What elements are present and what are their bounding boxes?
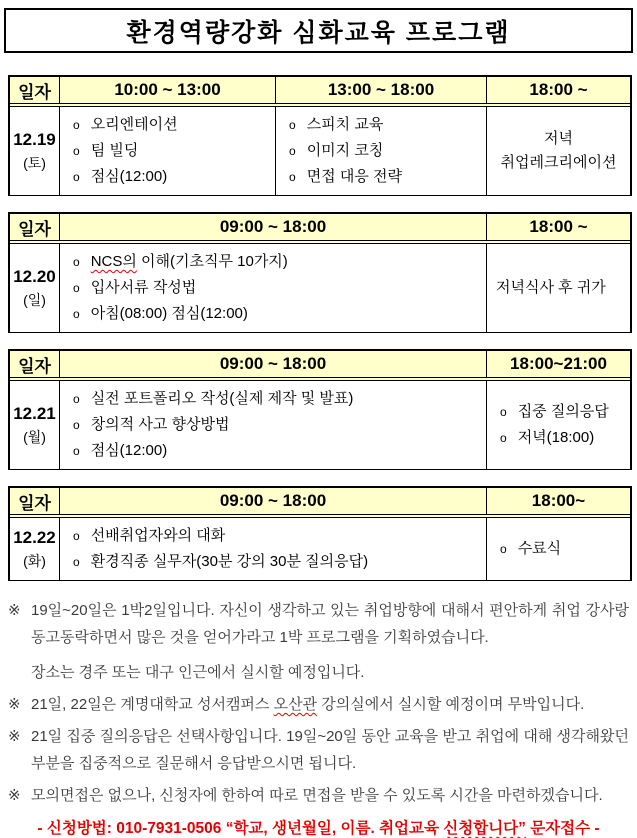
agenda-item — [73, 523, 482, 549]
info-cell — [487, 107, 630, 195]
date-label: 12.19 — [13, 129, 56, 149]
date-label: 12.22 — [13, 527, 56, 547]
note — [8, 782, 629, 809]
time-slot-header: 09:00 ~ 18:00 — [60, 488, 487, 514]
spellcheck-wavy-text: 오산관 — [273, 696, 318, 713]
agenda-item-text: 아침(08:00) 점심(12:00) — [90, 305, 248, 322]
agenda-item-text: 수료식 — [517, 540, 562, 557]
circle-bullet-icon: o — [73, 555, 80, 569]
agenda-cell — [60, 381, 487, 469]
agenda-item-text: 창의적 사고 향상방법 — [90, 416, 230, 433]
agenda-item — [73, 438, 482, 464]
agenda-item — [73, 301, 482, 327]
agenda-item-text: 실전 포트폴리오 작성(실제 제작 및 발표) — [90, 390, 354, 407]
table-body-row — [10, 381, 630, 469]
time-slot-header: 18:00~21:00 — [510, 354, 607, 373]
table-body-row — [10, 244, 630, 332]
agenda-item-text: 점심(12:00) — [90, 442, 168, 459]
time-slot-header: 13:00 ~ 18:00 — [276, 77, 487, 103]
agenda-item — [73, 138, 271, 164]
time-slot-header: 10:00 ~ 13:00 — [60, 77, 276, 103]
agenda-item-text: 입사서류 작성법 — [90, 279, 197, 296]
table-header-row — [10, 214, 630, 244]
agenda-item — [73, 412, 482, 438]
reference-mark-icon: ※ — [8, 602, 21, 619]
circle-bullet-icon: o — [73, 255, 80, 269]
circle-bullet-icon: o — [289, 144, 296, 158]
note — [8, 597, 629, 686]
agenda-item — [73, 275, 482, 301]
agenda-item-text: 선배취업자와의 대화 — [90, 527, 226, 544]
date-column-header: 일자 — [10, 351, 60, 377]
agenda-item-text: 환경직종 실무자(30분 강의 30분 질의응답) — [90, 553, 369, 570]
note — [8, 691, 629, 718]
note-paragraph — [8, 782, 629, 809]
circle-bullet-icon: o — [289, 170, 296, 184]
text-segment: 21일 집중 질의응답은 선택사항입니다. 19일~20일 동안 교육을 받고 취업에 대해 생각해왔던 부분을 집중적으로 질문해서 응답받으시면 됩니다. — [31, 728, 629, 772]
agenda-item — [500, 536, 626, 562]
info-line: 취업레크리에이션 — [500, 154, 617, 171]
circle-bullet-icon: o — [73, 529, 80, 543]
spellcheck-wavy-text: 신청합니다” — [443, 820, 526, 837]
info-line: 저녁 — [544, 130, 573, 147]
circle-bullet-icon: o — [73, 170, 80, 184]
agenda-item-text — [91, 253, 288, 270]
spellcheck-wavy-text: NCS의 — [90, 253, 137, 270]
agenda-item-text: 스피치 교육 — [306, 116, 384, 133]
table-body-row — [10, 518, 630, 580]
text-segment: - 신청방법: 010-7931-0506 “학교, 생년월일, 이름. 취업교육 — [37, 820, 444, 837]
text-segment: 강의실에서 실시할 예정이며 무박입니다. — [317, 696, 585, 713]
text-segment: 21일, 22일은 계명대학교 성서캠퍼스 — [31, 696, 274, 713]
agenda-cell — [487, 518, 630, 580]
agenda-item — [73, 386, 482, 412]
note-paragraph — [8, 691, 629, 718]
agenda-item — [500, 399, 626, 425]
schedule-table — [8, 349, 632, 470]
reference-mark-icon: ※ — [8, 696, 21, 713]
note-paragraph — [8, 723, 629, 777]
agenda-cell — [60, 107, 276, 195]
table-body-row — [10, 107, 630, 195]
agenda-item-text: 팀 빌딩 — [90, 142, 139, 159]
contact-line — [0, 816, 637, 838]
day-of-week-label: (월) — [23, 428, 46, 445]
agenda-cell — [60, 244, 487, 332]
agenda-cell — [60, 518, 487, 580]
date-cell — [10, 244, 60, 332]
circle-bullet-icon: o — [73, 281, 80, 295]
document-title-box — [4, 8, 633, 53]
text-segment: 문자접수 - — [525, 820, 600, 837]
agenda-item — [73, 112, 271, 138]
time-slot-header: 09:00 ~ 18:00 — [60, 351, 487, 377]
agenda-item — [500, 425, 626, 451]
date-cell — [10, 381, 60, 469]
note-paragraph — [8, 659, 629, 686]
time-slot-header: 09:00 ~ 18:00 — [60, 214, 487, 240]
time-slot-header: 18:00 ~ — [529, 217, 588, 236]
date-label: 12.21 — [13, 403, 56, 423]
note — [8, 723, 629, 777]
day-of-week-label: (화) — [23, 552, 46, 569]
agenda-item — [289, 112, 482, 138]
date-column-header: 일자 — [10, 77, 60, 103]
info-line: 저녁식사 후 귀가 — [496, 279, 606, 296]
agenda-item-text: 이미지 코칭 — [306, 142, 384, 159]
schedule-table — [8, 486, 632, 581]
page-title: 환경역량강화 심화교육 프로그램 — [126, 18, 511, 47]
circle-bullet-icon: o — [500, 405, 507, 419]
day-of-week-label: (토) — [23, 154, 46, 171]
date-cell — [10, 518, 60, 580]
schedule-table — [8, 212, 632, 333]
day-of-week-label: (일) — [23, 291, 46, 308]
table-header-row — [10, 488, 630, 518]
agenda-item-text: 오리엔테이션 — [90, 116, 178, 133]
text-segment: 장소는 경주 또는 대구 인근에서 실시할 예정입니다. — [31, 664, 365, 681]
agenda-item — [73, 164, 271, 190]
circle-bullet-icon: o — [73, 392, 80, 406]
text-segment: 19일~20일은 1박2일입니다. 자신이 생각하고 있는 취업방향에 대해서 편안하게 취업 강사랑 동고동락하면서 많은 것을 얻어가라고 1박 프로그램을 기획하였습니다. — [31, 602, 629, 646]
agenda-item-text: 점심(12:00) — [90, 168, 168, 185]
notes-section — [8, 597, 629, 809]
circle-bullet-icon: o — [500, 431, 507, 445]
time-slot-header: 18:00~ — [531, 491, 586, 510]
circle-bullet-icon: o — [73, 118, 80, 132]
schedule-tables-section — [8, 75, 632, 581]
info-cell — [487, 244, 630, 332]
agenda-item — [73, 549, 482, 575]
agenda-item-text: 면접 대응 전략 — [306, 168, 402, 185]
date-column-header: 일자 — [10, 488, 60, 514]
date-column-header: 일자 — [10, 214, 60, 240]
schedule-table — [8, 75, 632, 196]
table-header-row — [10, 351, 630, 381]
time-slot-header: 18:00 ~ — [529, 80, 588, 99]
reference-mark-icon: ※ — [8, 787, 21, 804]
agenda-item — [289, 164, 482, 190]
circle-bullet-icon: o — [289, 118, 296, 132]
agenda-item-text: 저녁(18:00) — [517, 429, 595, 446]
circle-bullet-icon: o — [73, 418, 80, 432]
agenda-cell — [487, 381, 630, 469]
date-cell — [10, 107, 60, 195]
circle-bullet-icon: o — [73, 307, 80, 321]
agenda-item — [289, 138, 482, 164]
table-header-row — [10, 77, 630, 107]
circle-bullet-icon: o — [73, 444, 80, 458]
date-label: 12.20 — [13, 266, 56, 286]
text-segment: 모의면접은 없으나, 신청자에 한하여 따로 면접을 받을 수 있도록 시간을 마련하겠습니다. — [31, 787, 603, 804]
agenda-cell — [276, 107, 487, 195]
agenda-item-text: 집중 질의응답 — [517, 403, 609, 420]
agenda-item — [73, 249, 482, 275]
circle-bullet-icon: o — [500, 542, 507, 556]
note-paragraph — [8, 597, 629, 651]
text-segment: 이해(기초직무 10가지) — [136, 253, 288, 270]
reference-mark-icon: ※ — [8, 728, 21, 745]
circle-bullet-icon: o — [73, 144, 80, 158]
